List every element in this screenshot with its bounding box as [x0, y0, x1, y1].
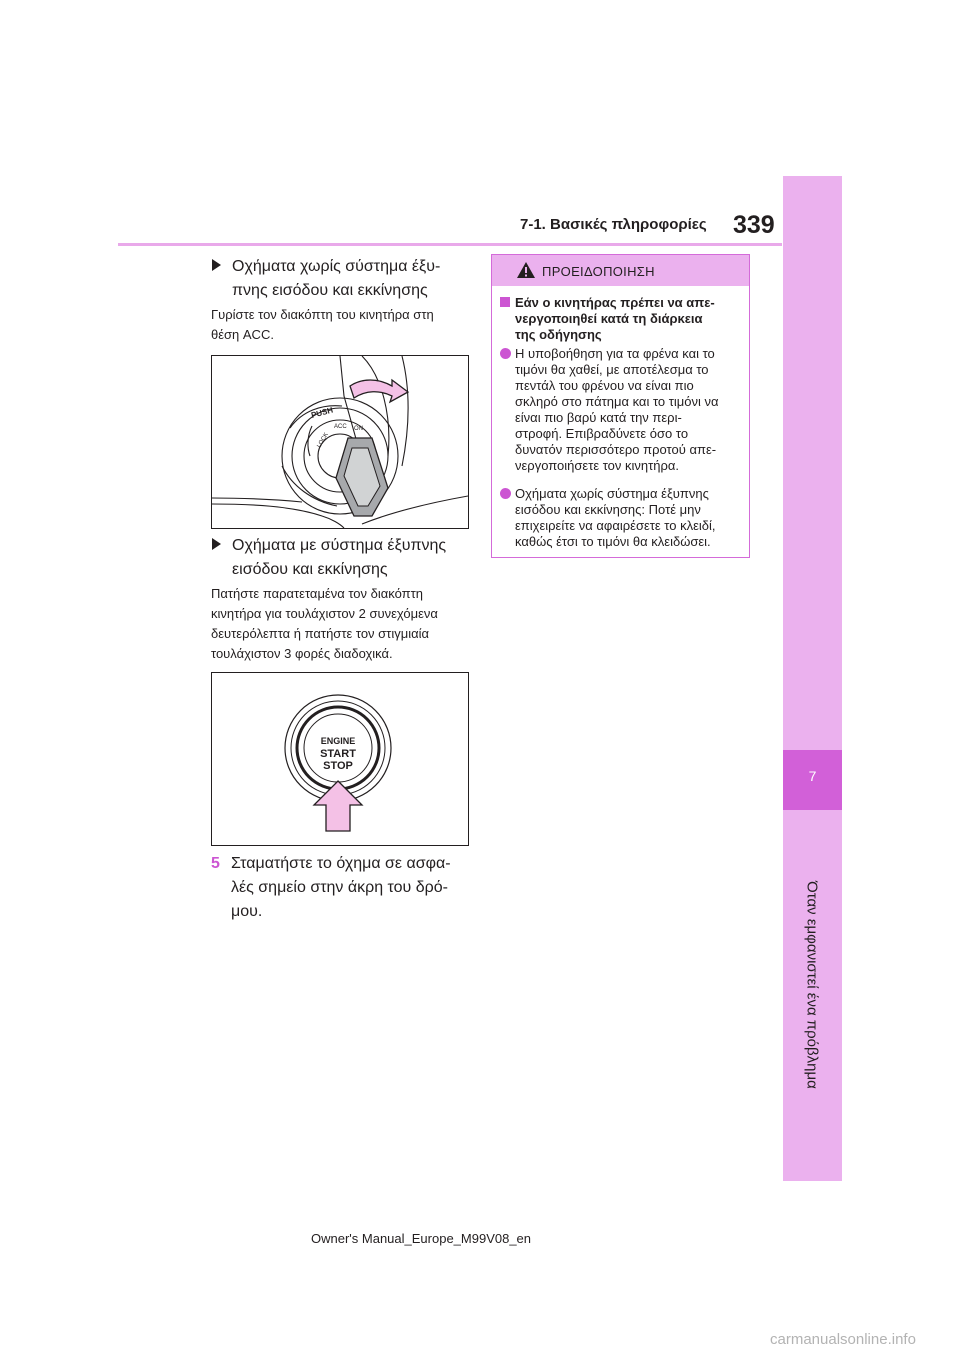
item-1-line: δυνατόν περισσότερο προτού απε-: [515, 442, 717, 457]
engine-label: ENGINE: [320, 736, 356, 746]
footer-manual-id: Owner's Manual_Europe_M99V08_en: [311, 1231, 532, 1246]
page-number: 339: [733, 211, 775, 239]
warning-item-assist-lost: [500, 346, 745, 474]
item-1-line: πεντάλ του φρένου να είναι πιο: [515, 378, 694, 393]
warning-subheading: [500, 295, 745, 343]
para-2-line3: δευτερόλεπτα ή πατήστε τον στιγμιαία: [211, 626, 430, 641]
heading-2-line1: Οχήματα με σύστημα έξυπνης: [232, 537, 447, 554]
push-label: PUSH: [310, 405, 334, 420]
heading-2-line2: εισόδου και εκκίνησης: [232, 561, 388, 578]
item-1-line: τιμόνι θα χαθεί, με αποτέλεσμα το: [515, 362, 709, 377]
item-2-line: εισόδου και εκκίνησης: Ποτέ μην: [515, 502, 701, 517]
step-line1: Σταματήστε το όχημα σε ασφα-: [231, 855, 451, 872]
para-1-line1: Γυρίστε τον διακόπτη του κινητήρα στη: [211, 307, 434, 322]
paragraph-turn-to-acc: [211, 305, 471, 345]
heading-1-line1: Οχήματα χωρίς σύστημα έξυ-: [232, 258, 441, 275]
warning-triangle-icon: [516, 261, 536, 279]
para-2-line4: τουλάχιστον 3 φορές διαδοχικά.: [211, 646, 393, 661]
dot-bullet-icon: [500, 488, 511, 499]
triangle-bullet-icon: [212, 259, 221, 271]
paragraph-press-switch: [211, 584, 471, 664]
step-number: 5: [211, 855, 220, 872]
item-2-line: καθώς έτσι το τιμόνι θα κλειδώσει.: [515, 534, 711, 549]
section-title: 7-1. Βασικές πληροφορίες: [520, 216, 707, 233]
heading-no-smart-entry: [212, 255, 472, 303]
step-line2: λές σημείο στην άκρη του δρό-: [231, 879, 448, 896]
triangle-bullet-icon: [212, 538, 221, 550]
watermark-text: carmanualsonline.info: [770, 1331, 916, 1348]
dot-bullet-icon: [500, 348, 511, 359]
item-2-line: επιχειρείτε να αφαιρέσετε το κλειδί,: [515, 518, 716, 533]
on-label: ON: [354, 426, 363, 432]
subheading-line3: της οδήγησης: [515, 327, 602, 342]
item-1-line: στροφή. Επιβραδύνετε όσο το: [515, 426, 689, 441]
item-1-line: είναι πιο βαρύ κατά την περι-: [515, 410, 682, 425]
ignition-key-figure: [211, 355, 469, 529]
para-2-line1: Πατήστε παρατεταμένα τον διακόπτη: [211, 586, 424, 601]
square-bullet-icon: [500, 297, 510, 307]
item-1-line: Η υποβοήθηση για τα φρένα και το: [515, 346, 715, 361]
item-1-line: σκληρό στο πάτημα και το τιμόνι να: [515, 394, 719, 409]
step-line3: μου.: [231, 903, 263, 920]
warning-header: [492, 255, 749, 286]
chapter-number: 7: [808, 768, 817, 784]
warning-box: [491, 254, 750, 558]
item-1-line: νεργοποιήσετε τον κινητήρα.: [515, 458, 680, 473]
para-1-line2: θέση ACC.: [211, 327, 274, 342]
engine-start-button-figure: [211, 672, 469, 846]
lock-label: LOCK: [316, 431, 330, 449]
warning-item-do-not-remove-key: [500, 486, 745, 550]
heading-smart-entry: [212, 534, 472, 582]
chapter-title: Όταν εμφανιστεί ένα πρόβλημα: [803, 881, 821, 1089]
acc-label: ACC: [334, 424, 347, 430]
para-2-line2: κινητήρα για τουλάχιστον 2 συνεχόμενα: [211, 606, 438, 621]
heading-1-line2: πνης εισόδου και εκκίνησης: [232, 282, 428, 299]
step-5: [211, 852, 481, 924]
item-2-line: Οχήματα χωρίς σύστημα έξυπνης: [515, 486, 709, 501]
header-rule: [118, 243, 782, 246]
subheading-line2: νεργοποιηθεί κατά τη διάρκεια: [515, 311, 703, 326]
subheading-line1: Εάν ο κινητήρας πρέπει να απε-: [515, 295, 715, 310]
stop-label: STOP: [323, 760, 353, 772]
start-label: START: [320, 748, 356, 760]
warning-title: ΠΡΟΕΙΔΟΠΟΙΗΣΗ: [542, 264, 655, 279]
